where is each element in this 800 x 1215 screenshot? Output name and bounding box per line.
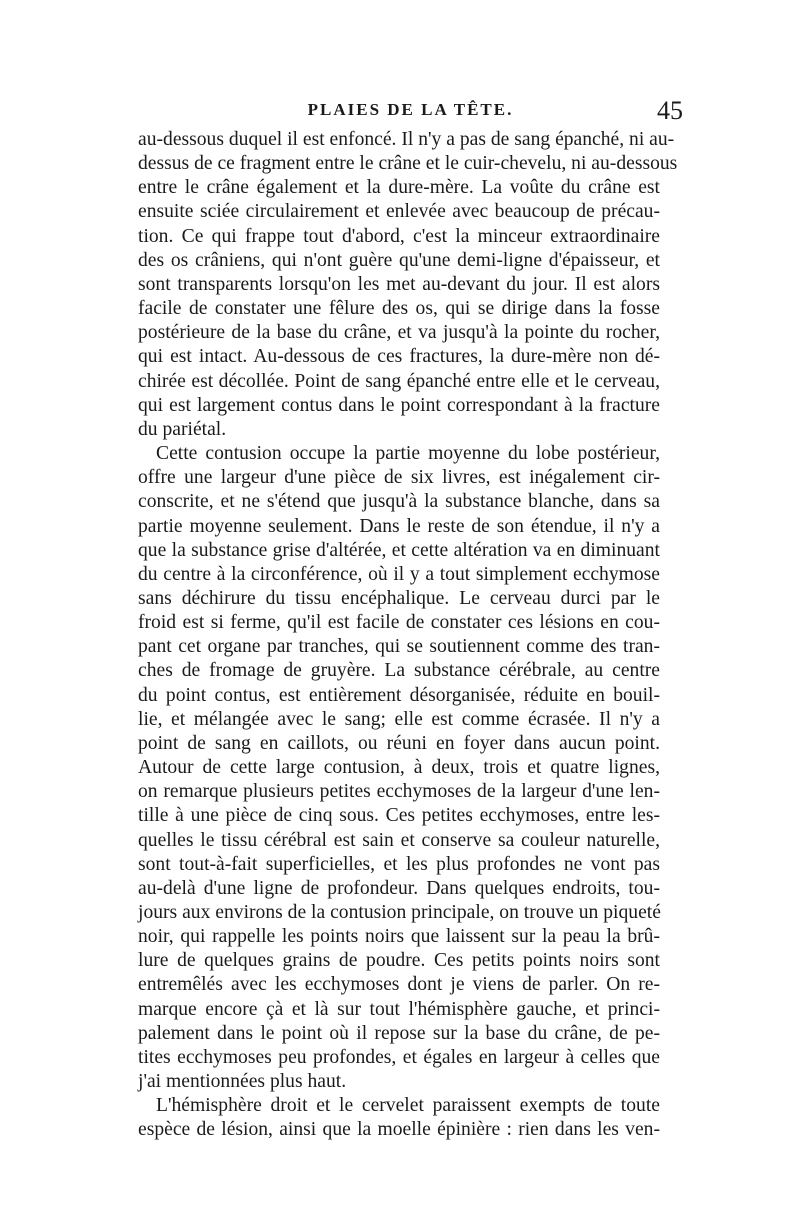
text-line: marque encore çà et là sur tout l'hémisphère gauche, et princi- [138,998,660,1020]
text-line: postérieure de la base du crâne, et va jusqu'à la pointe du rocher, [138,322,660,344]
text-line: ensuite sciée circulairement et enlevée avec beaucoup de précau- [138,201,660,223]
text-line: du point contus, est entièrement désorganisée, réduite en bouil- [138,684,660,706]
text-line: dessus de ce fragment entre le crâne et le cuir-chevelu, ni au-dessous [138,153,678,175]
running-title: PLAIES DE LA TÊTE. [307,100,514,119]
text-line: au-delà d'une ligne de profondeur. Dans quelques endroits, tou- [138,877,660,899]
text-line: qui est largement contus dans le point correspondant à la fracture [138,394,660,416]
running-head [138,96,683,126]
text-line: L'hémisphère droit et le cervelet paraissent exempts de toute [156,1095,660,1117]
text-line: point de sang en caillots, ou réuni en foyer dans aucun point. [138,732,660,754]
text-line: lure de quelques grains de poudre. Ces petits points noirs sont [138,950,660,972]
text-line: chirée est décollée. Point de sang épanché entre elle et le cerveau, [138,370,660,392]
text-line: entre le crâne également et la dure-mère. La voûte du crâne est [138,177,660,199]
text-line: on remarque plusieurs petites ecchymoses de la largeur d'une len- [138,781,660,803]
text-line: que la substance grise d'altérée, et cette altération va en diminuant [138,539,660,561]
text-line: des os crâniens, qui n'ont guère qu'une demi-ligne d'épaisseur, et [138,249,660,271]
text-line: noir, qui rappelle les points noirs que laissent sur la peau la brû- [138,926,660,948]
text-line: j'ai mentionnées plus haut. [138,1071,347,1093]
text-line: ches de fromage de gruyère. La substance cérébrale, au centre [138,660,660,682]
text-line: tites ecchymoses peu profondes, et égales en largeur à celles que [138,1046,660,1068]
text-line: sont transparents lorsqu'on les met au-devant du jour. Il est alors [138,273,660,295]
text-line: conscrite, et ne s'étend que jusqu'à la substance blanche, dans sa [138,491,660,513]
page-number: 45 [657,96,683,125]
text-line: au-dessous duquel il est enfoncé. Il n'y a pas de sang épanché, ni au- [138,129,675,150]
text-line: palement dans le point où il repose sur la base du crâne, de pe- [138,1022,660,1044]
text-line: tille à une pièce de cinq sous. Ces petites ecchymoses, entre les- [138,805,660,827]
text-line: du centre à la circonférence, où il y a tout simplement ecchymose [138,563,660,585]
text-line: pant cet organe par tranches, qui se soutiennent comme des tran- [138,636,660,658]
text-line: jours aux environs de la contusion principale, on trouve un piqueté [138,902,661,923]
text-line: offre une largeur d'une pièce de six livres, est inégalement cir- [138,467,660,489]
text-line: Cette contusion occupe la partie moyenne du lobe postérieur, [156,443,660,465]
text-line: Autour de cette large contusion, à deux, trois et quatre lignes, [138,757,660,779]
text-line: froid est si ferme, qu'il est facile de constater ces lésions en cou- [138,612,660,634]
text-line: tion. Ce qui frappe tout d'abord, c'est la minceur extraordinaire [138,225,660,247]
body-text [138,128,678,1143]
text-line: facile de constater une fêlure des os, qui se dirige dans la fosse [138,298,660,320]
text-line: quelles le tissu cérébral est sain et conserve sa couleur naturelle, [138,829,660,851]
text-line: sans déchirure du tissu encéphalique. Le cerveau durci par le [138,587,660,609]
text-line: sont tout-à-fait superficielles, et les plus profondes ne vont pas [138,853,660,875]
text-line: entremêlés avec les ecchymoses dont je viens de parler. On re- [138,974,660,996]
text-line: lie, et mélangée avec le sang; elle est comme écrasée. Il n'y a [138,708,660,730]
text-line: espèce de lésion, ainsi que la moelle épinière : rien dans les ven- [138,1119,660,1141]
text-line: partie moyenne seulement. Dans le reste de son étendue, il n'y a [138,515,660,537]
text-line: qui est intact. Au-dessous de ces fractures, la dure-mère non dé- [138,346,660,368]
text-line: du pariétal. [138,418,227,440]
